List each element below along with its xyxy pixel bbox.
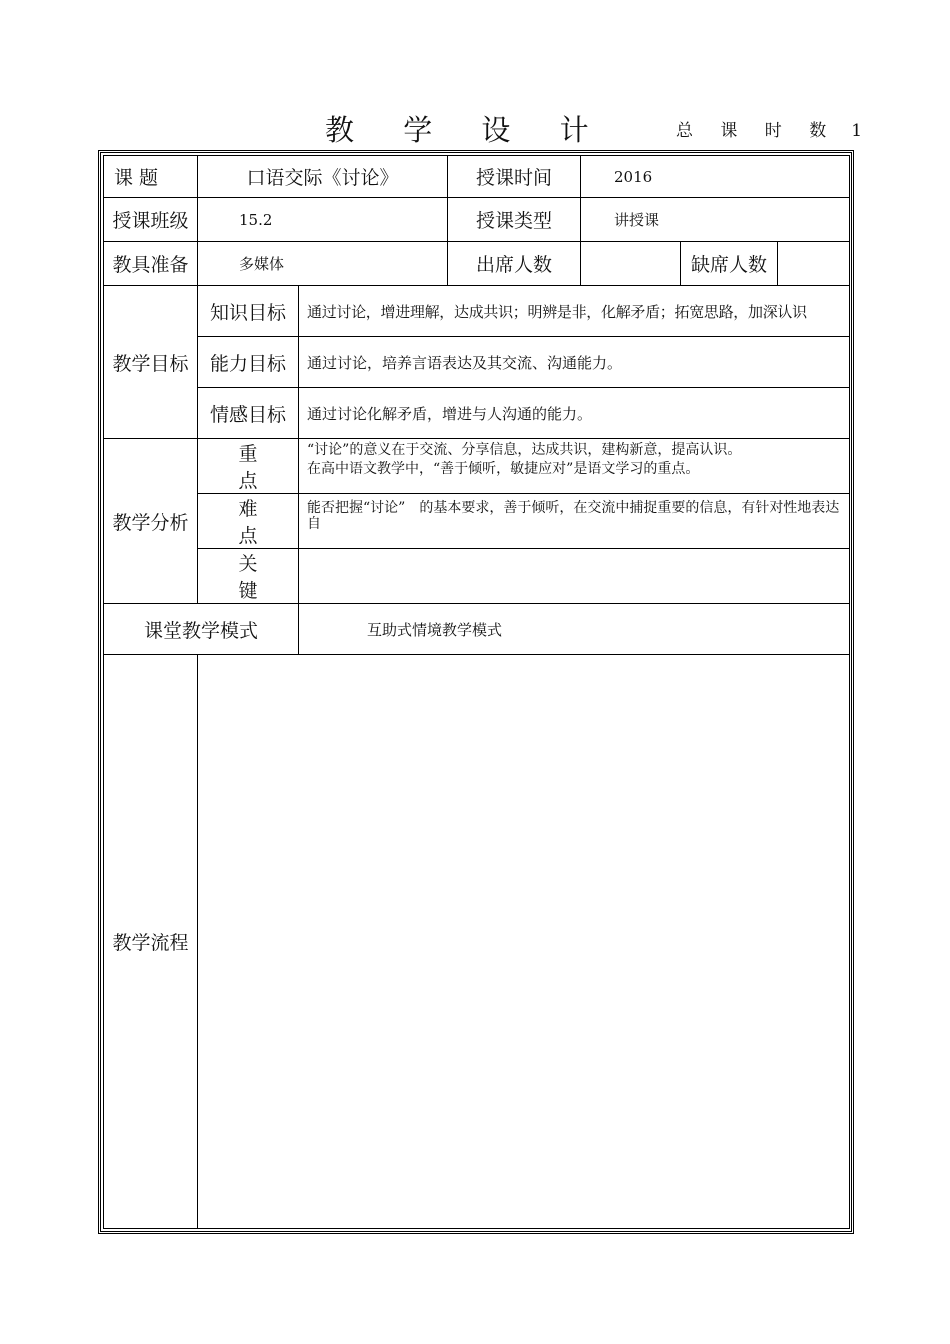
flow-content bbox=[198, 655, 850, 1229]
flow-label: 教学流程 bbox=[104, 655, 198, 1229]
row-flow bbox=[104, 655, 850, 1229]
row-topic bbox=[104, 156, 850, 198]
hard-text: 能否把握“讨论” 的基本要求，善于倾听，在交流中捕捉重要的信息，有针对性地表达自 bbox=[299, 494, 850, 549]
present-label: 出席人数 bbox=[448, 242, 581, 286]
type-label: 授课类型 bbox=[448, 198, 581, 242]
class-label: 授课班级 bbox=[104, 198, 198, 242]
mode-value: 互助式情境教学模式 bbox=[299, 604, 850, 655]
absent-value bbox=[778, 242, 850, 286]
crux-text bbox=[299, 549, 850, 604]
absent-label: 缺席人数 bbox=[681, 242, 778, 286]
row-analysis-crux bbox=[104, 549, 850, 604]
total-hours-label: 总 课 时 数 bbox=[676, 121, 838, 141]
knowledge-text: 通过讨论，增进理解，达成共识；明辨是非，化解矛盾；拓宽思路，加深认识 bbox=[299, 286, 850, 337]
row-mode bbox=[104, 604, 850, 655]
key-text-line2: 在高中语文教学中，“善于倾听，敏捷应对”是语文学习的重点。 bbox=[307, 461, 700, 477]
class-value: 15.2 bbox=[198, 198, 448, 242]
emotion-label: 情感目标 bbox=[198, 388, 299, 439]
lesson-plan-table bbox=[103, 155, 850, 1229]
knowledge-label: 知识目标 bbox=[198, 286, 299, 337]
goals-label: 教学目标 bbox=[104, 286, 198, 439]
type-value: 讲授课 bbox=[581, 198, 850, 242]
topic-label: 课 题 bbox=[114, 167, 159, 189]
key-text bbox=[299, 439, 850, 494]
crux-label: 关 键 bbox=[198, 549, 299, 604]
tools-value: 多媒体 bbox=[198, 242, 448, 286]
row-tools bbox=[104, 242, 850, 286]
row-goal-emotion bbox=[104, 388, 850, 439]
page-title: 教 学 设 计 bbox=[325, 113, 609, 147]
row-analysis-key bbox=[104, 439, 850, 494]
row-analysis-hard bbox=[104, 494, 850, 549]
key-text-line1: “讨论”的意义在于交流、分享信息，达成共识，建构新意，提高认识。 bbox=[307, 442, 742, 458]
row-goal-knowledge bbox=[104, 286, 850, 337]
mode-label: 课堂教学模式 bbox=[104, 604, 299, 655]
time-label: 授课时间 bbox=[448, 156, 581, 198]
analysis-label: 教学分析 bbox=[104, 439, 198, 604]
total-hours-value: 1 bbox=[851, 121, 863, 141]
topic-label-cell bbox=[104, 156, 198, 198]
row-goal-ability bbox=[104, 337, 850, 388]
total-hours bbox=[676, 116, 862, 141]
emotion-text: 通过讨论化解矛盾，增进与人沟通的能力。 bbox=[299, 388, 850, 439]
ability-text: 通过讨论，培养言语表达及其交流、沟通能力。 bbox=[299, 337, 850, 388]
key-label: 重 点 bbox=[198, 439, 299, 494]
tools-label: 教具准备 bbox=[104, 242, 198, 286]
ability-label: 能力目标 bbox=[198, 337, 299, 388]
topic-value: 口语交际《讨论》 bbox=[198, 156, 448, 198]
present-value bbox=[581, 242, 681, 286]
hard-label: 难 点 bbox=[198, 494, 299, 549]
row-class bbox=[104, 198, 850, 242]
time-value: 2016 bbox=[581, 156, 850, 198]
lesson-plan-frame bbox=[98, 150, 854, 1234]
